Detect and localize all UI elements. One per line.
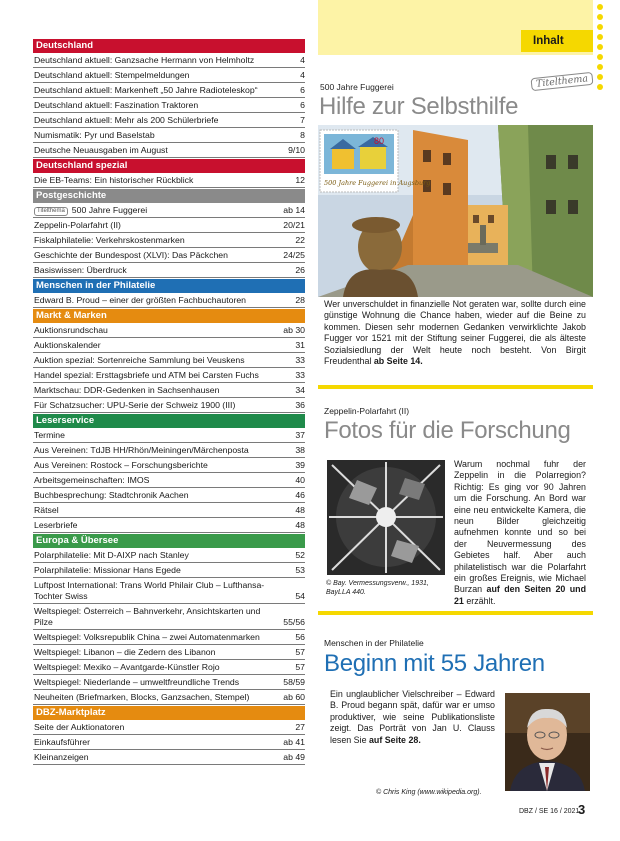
toc-entry-title: Handel spezial: Ersttagsbriefe und ATM bei Carsten Fuchs <box>34 370 259 380</box>
toc-section-header: Leserservice <box>33 414 305 428</box>
feature2-body <box>454 459 586 607</box>
toc-entry-page: 58/59 <box>283 677 305 687</box>
toc-entry[interactable] <box>33 720 305 735</box>
toc-entry[interactable] <box>33 83 305 98</box>
toc-entry-title: Deutschland aktuell: Markenheft „50 Jahre Radioteleskop“ <box>34 85 258 95</box>
toc-entry-page: 8 <box>300 130 305 140</box>
toc-section-header: Europa & Übersee <box>33 534 305 548</box>
toc-entry-title: Edward B. Proud – einer der größten Fachbuchautoren <box>34 295 247 305</box>
toc-entry-title: Basiswissen: Überdruck <box>34 265 127 275</box>
feature2-page-ref: auf den Seiten 20 und 21 <box>454 584 586 606</box>
toc-entry-page: ab 30 <box>283 325 305 335</box>
toc-entry-page: 27 <box>295 722 305 732</box>
toc-entry-page: 40 <box>295 475 305 485</box>
toc-entry-page: 55/56 <box>283 617 305 627</box>
toc-entry[interactable] <box>33 675 305 690</box>
feature2-text: Warum nochmal fuhr der Zeppelin in die Polarregion? Richtig: Es ging vor 90 Jahren um die Forschung. An Bord war eine neu entwickelte Kamera, die neun Bilder gleichzeitig aufnehmen konnte und so bei der Neuvermessung des Gebietes half. Aber auch philatelistisch war die Polarfahrt ein großes Ereignis, wie Michael Burzan <box>454 459 586 595</box>
toc-entry[interactable] <box>33 428 305 443</box>
toc-entry[interactable] <box>33 263 305 278</box>
toc-entry-title: Auktion spezial: Sortenreiche Sammlung bei Veuskens <box>34 355 245 365</box>
toc-entry-page: 54 <box>295 591 305 601</box>
stamp-caption: 500 Jahre Fuggerei in Augsburg <box>324 179 431 187</box>
toc-entry[interactable] <box>33 128 305 143</box>
feature1-text: Wer unverschuldet in finanzielle Not geraten war, sollte durch eine günstige Wohnung die Chance haben, wieder auf die Beine zu kommen. Diesen sehr modernen Gedanken verwirklichte Jakob Fugger vor 1521 mit der Stiftung seiner Fuggerei, die als älteste Sozialsiedlung der Welt heute noch besteht. Von Birgit Freudenthal <box>324 299 586 367</box>
decorative-dots <box>597 4 605 94</box>
toc-entry[interactable] <box>33 604 305 630</box>
toc-entry-page: 48 <box>295 505 305 515</box>
toc-entry-page: 33 <box>295 355 305 365</box>
toc-entry-title: Polarphilatelie: Mit D-AIXP nach Stanley <box>34 550 189 560</box>
toc-entry-title: Einkaufsführer <box>34 737 91 747</box>
toc-entry-title: Deutschland aktuell: Mehr als 200 Schülerbriefe <box>34 115 219 125</box>
toc-entry-page: 26 <box>295 265 305 275</box>
toc-entry[interactable] <box>33 353 305 368</box>
toc-entry[interactable] <box>33 645 305 660</box>
toc-entry-page: 57 <box>295 662 305 672</box>
toc-entry[interactable] <box>33 690 305 705</box>
toc-entry-page: 7 <box>300 115 305 125</box>
toc-entry-title: Weltspiegel: Libanon – die Zedern des Libanon <box>34 647 216 657</box>
toc-entry-title: Deutsche Neuausgaben im August <box>34 145 168 155</box>
feature1-headline: Hilfe zur Selbsthilfe <box>319 93 519 120</box>
toc-entry-title: Arbeitsgemeinschaften: IMOS <box>34 475 150 485</box>
toc-section-header: Deutschland spezial <box>33 159 305 173</box>
titelthema-badge: Titelthema <box>530 72 593 91</box>
toc-entry[interactable] <box>33 248 305 263</box>
toc-entry-page: 9/10 <box>288 145 305 155</box>
feature1-kicker: 500 Jahre Fuggerei <box>320 82 394 92</box>
toc-entry[interactable] <box>33 173 305 188</box>
toc-entry-page: 24/25 <box>283 250 305 260</box>
toc-section-header: Deutschland <box>33 39 305 53</box>
toc-entry-title: Weltspiegel: Mexiko – Avantgarde-Künstler Rojo <box>34 662 220 672</box>
toc-entry-title: Für Schatzsucher: UPU-Serie der Schweiz 1900 (III) <box>34 400 236 410</box>
toc-entry-page: ab 49 <box>283 752 305 762</box>
toc-entry[interactable] <box>33 53 305 68</box>
toc-entry-page: 53 <box>295 565 305 575</box>
toc-entry-title: Termine <box>34 430 65 440</box>
toc-entry[interactable] <box>33 443 305 458</box>
toc-entry-page: 6 <box>300 85 305 95</box>
toc-entry-title: Marktschau: DDR-Gedenken in Sachsenhausen <box>34 385 220 395</box>
toc-entry-title: Aus Vereinen: TdJB HH/Rhön/Meiningen/Märchenposta <box>34 445 249 455</box>
toc-entry-title: Kleinanzeigen <box>34 752 89 762</box>
toc-entry-title: Zeppelin-Polarfahrt (II) <box>34 220 121 230</box>
feature1-body <box>324 299 586 367</box>
toc-entry-page: 56 <box>295 632 305 642</box>
titelthema-stamp: Titelthema <box>34 207 68 216</box>
toc-entry-title: Deutschland aktuell: Faszination Traktoren <box>34 100 199 110</box>
toc-entry-title: Luftpost International: Trans World Philair Club – Lufthansa-Tochter Swiss <box>34 580 265 601</box>
toc-entry-title: Deutschland aktuell: Stempelmeldungen <box>34 70 190 80</box>
divider <box>318 385 593 389</box>
feature3-credit: © Chris King (www.wikipedia.org). <box>376 789 482 796</box>
toc-entry[interactable] <box>33 383 305 398</box>
toc-entry-title <box>34 205 283 216</box>
toc-entry-page: 22 <box>295 235 305 245</box>
toc-entry[interactable] <box>33 518 305 533</box>
toc-entry[interactable] <box>33 458 305 473</box>
feature3-headline: Beginn mit 55 Jahren <box>324 650 545 677</box>
toc-entry[interactable] <box>33 368 305 383</box>
toc-entry[interactable] <box>33 473 305 488</box>
fuggerei-photo <box>318 125 593 297</box>
toc-entry[interactable] <box>33 218 305 233</box>
toc-entry[interactable] <box>33 113 305 128</box>
feature3-text: Ein unglaublicher Vielschreiber – Edward B. Proud begann spät, dafür war er umso produktiver, wie seine Publikationsliste zeigt. Das Porträt von Jan U. Clauss lesen Sie <box>330 689 495 745</box>
feature2-credit: © Bay. Vermessungsverw., 1931, BayLLA 440. <box>326 580 429 596</box>
toc-entry[interactable] <box>33 233 305 248</box>
toc-entry-title: Leserbriefe <box>34 520 78 530</box>
toc-entry[interactable] <box>33 488 305 503</box>
toc-entry[interactable] <box>33 735 305 750</box>
toc-entry[interactable] <box>33 578 305 604</box>
toc-entry-page: 31 <box>295 340 305 350</box>
toc-entry[interactable] <box>33 68 305 83</box>
toc-entry-title: Geschichte der Bundespost (XLVI): Das Päckchen <box>34 250 228 260</box>
toc-entry[interactable] <box>33 323 305 338</box>
toc-entry[interactable] <box>33 338 305 353</box>
toc-entry[interactable] <box>33 398 305 413</box>
toc-entry-page: 28 <box>295 295 305 305</box>
toc-entry-page: 46 <box>295 490 305 500</box>
toc-entry[interactable] <box>33 293 305 308</box>
feature3-kicker: Menschen in der Philatelie <box>324 638 424 648</box>
toc-entry-title: Neuheiten (Briefmarken, Blocks, Ganzsachen, Stempel) <box>34 692 250 702</box>
feature3-page-ref: auf Seite 28. <box>368 734 421 745</box>
toc-entry-page: 4 <box>300 70 305 80</box>
toc-entry-title: Aus Vereinen: Rostock – Forschungsberichte <box>34 460 208 470</box>
toc-entry-page: 57 <box>295 647 305 657</box>
toc-entry[interactable] <box>33 630 305 645</box>
toc-section-header: Menschen in der Philatelie <box>33 279 305 293</box>
toc-entry-page: 37 <box>295 430 305 440</box>
toc-entry[interactable] <box>33 750 305 765</box>
toc-entry-page: ab 60 <box>283 692 305 702</box>
toc-entry-page: 20/21 <box>283 220 305 230</box>
feature3-body <box>330 689 495 746</box>
toc-entry-title: Weltspiegel: Volksrepublik China – zwei Automatenmarken <box>34 632 260 642</box>
toc-entry-page: 39 <box>295 460 305 470</box>
toc-entry-page: 33 <box>295 370 305 380</box>
toc-entry-title: Seite der Auktionatoren <box>34 722 125 732</box>
toc-entry-page: 48 <box>295 520 305 530</box>
section-tab: Inhalt <box>521 30 593 52</box>
zeppelin-photo <box>327 460 445 575</box>
toc-entry[interactable] <box>33 548 305 563</box>
toc-entry-title: Auktionskalender <box>34 340 101 350</box>
feature2-headline: Fotos für die Forschung <box>324 417 571 444</box>
toc-entry-title: Numismatik: Pyr und Baselstab <box>34 130 155 140</box>
toc-entry-page: 4 <box>300 55 305 65</box>
toc-section-header: DBZ-Marktplatz <box>33 706 305 720</box>
toc-entry-page: 34 <box>295 385 305 395</box>
toc-entry-title: Die EB-Teams: Ein historischer Rückblick <box>34 175 194 185</box>
toc-entry[interactable] <box>33 563 305 578</box>
toc-entry-title: Deutschland aktuell: Ganzsache Hermann von Helmholtz <box>34 55 255 65</box>
toc-section-header: Markt & Marken <box>33 309 305 323</box>
toc-entry-title: Fiskalphilatelie: Verkehrskostenmarken <box>34 235 185 245</box>
toc-entry[interactable] <box>33 503 305 518</box>
divider <box>318 611 593 615</box>
toc-entry-title: Auktionsrundschau <box>34 325 108 335</box>
toc-entry-page: ab 14 <box>283 205 305 215</box>
page-number: 3 <box>578 802 586 817</box>
toc-entry-text: 500 Jahre Fuggerei <box>71 205 148 215</box>
toc-entry-title: Polarphilatelie: Missionar Hans Egede <box>34 565 181 575</box>
toc-entry-title: Buchbesprechung: Stadtchronik Aachen <box>34 490 189 500</box>
toc-entry-title: Weltspiegel: Österreich – Bahnverkehr, Ansichtskarten und Pilze <box>34 606 261 627</box>
feature2-kicker: Zeppelin-Polarfahrt (II) <box>324 406 410 416</box>
toc-entry[interactable] <box>33 660 305 675</box>
toc-entry-page: 6 <box>300 100 305 110</box>
stamp-value: 80 <box>374 136 385 146</box>
toc-entry[interactable] <box>33 143 305 158</box>
toc-section-header: Postgeschichte <box>33 189 305 203</box>
toc-entry-page: 52 <box>295 550 305 560</box>
toc-entry-page: 36 <box>295 400 305 410</box>
feature1-page-ref: ab Seite 14. <box>373 356 423 367</box>
toc-entry-title: Weltspiegel: Niederlande – umweltfreundliche Trends <box>34 677 240 687</box>
toc-entry-title: Rätsel <box>34 505 59 515</box>
toc-entry-page: 38 <box>295 445 305 455</box>
portrait-photo <box>505 693 590 791</box>
toc-entry[interactable] <box>33 98 305 113</box>
feature2-text-end: erzählt. <box>463 595 496 606</box>
toc-entry[interactable] <box>33 203 305 218</box>
issue-label: DBZ / SE 16 / 2021 <box>519 808 580 815</box>
toc-entry-page: 12 <box>295 175 305 185</box>
table-of-contents <box>33 38 305 765</box>
toc-entry-page: ab 41 <box>283 737 305 747</box>
